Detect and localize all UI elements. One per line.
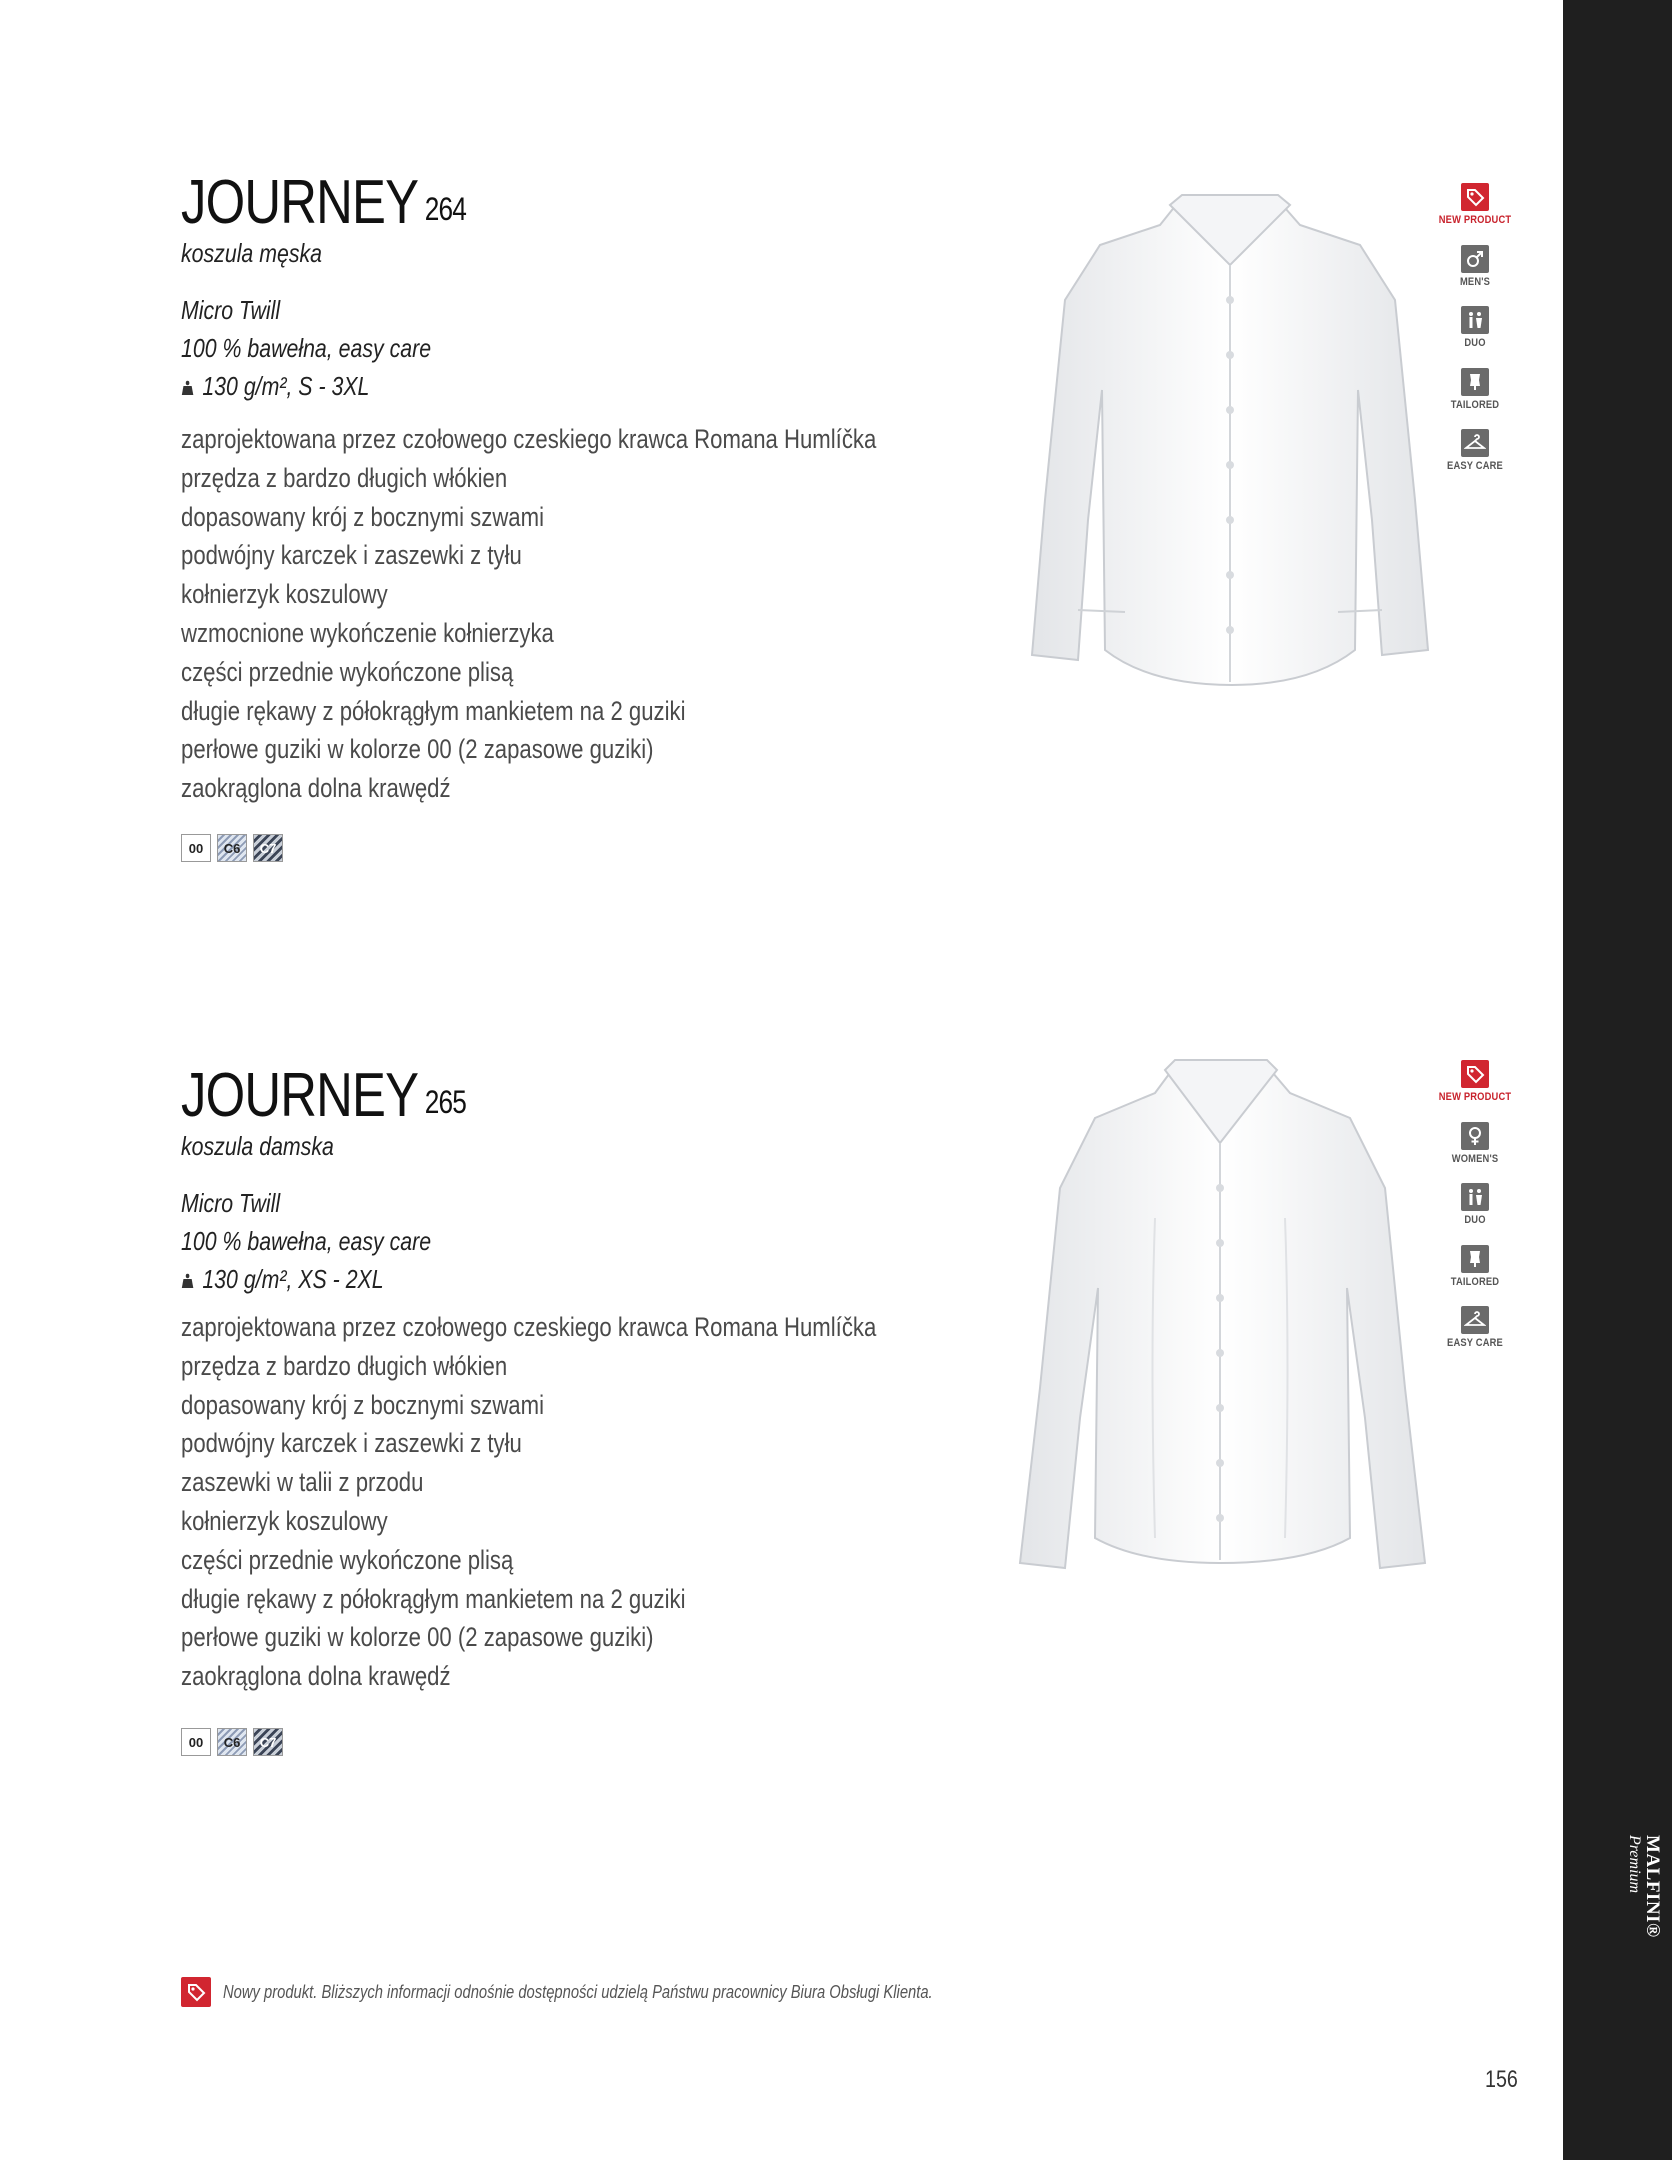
product-card-265 [0,1058,1563,1798]
color-swatches [181,1728,283,1756]
feature-item: przędza z bardzo długich włókien [181,1350,508,1381]
size-range: , S - 3XL [286,371,370,401]
feature-list [181,1308,876,1696]
color-swatch[interactable]: C7 [253,1728,283,1756]
fabric-name: Micro Twill [181,295,281,325]
badge-mens [1430,245,1520,307]
badge-label: NEW PRODUCT [1438,1091,1512,1103]
duo-people-icon [1461,306,1489,334]
feature-item: zaokrąglona dolna krawędź [181,773,451,804]
feature-item: dopasowany krój z bocznymi szwami [181,501,544,532]
tailored-mannequin-icon [1461,368,1489,396]
badge-label: EASY CARE [1447,1337,1503,1349]
product-subtitle: koszula damska [181,1131,334,1161]
feature-item: kołnierzyk koszulowy [181,1505,388,1536]
badge-duo [1430,306,1520,368]
feature-item: perłowe guziki w kolorze 00 (2 zapasowe guziki) [181,734,654,765]
fabric-name: Micro Twill [181,1188,281,1218]
weight-icon [181,380,194,396]
feature-item: zaprojektowana przez czołowego czeskiego krawca Romana Humlíčka [181,424,877,454]
feature-item: długie rękawy z półokrągłym mankietem na 2 guziki [181,1583,686,1614]
color-swatches [181,834,283,862]
female-symbol-icon [1461,1122,1489,1150]
color-swatch[interactable]: 00 [181,834,211,862]
feature-item: zaszewki w talii z przodu [181,1467,424,1498]
color-swatch[interactable]: C6 [217,834,247,862]
weight-text: 130 g/m² [202,1264,287,1294]
footnote-text: Nowy produkt. Bliższych informacji odnośnie dostępności udzielą Państwu pracownicy Biura Obsługi Klienta. [223,1981,933,2002]
page-number: 156 [1485,2066,1518,2093]
brand-sub: Premium [1626,1835,1643,1894]
badge-column [1430,183,1520,491]
composition: 100 % bawełna, easy care [181,333,432,363]
weight-icon [181,1273,194,1289]
male-symbol-icon [1461,245,1489,273]
badge-label: WOMEN'S [1451,1152,1499,1165]
badge-label: TAILORED [1450,398,1500,411]
color-swatch[interactable]: C6 [217,1728,247,1756]
badge-new-product [1430,1060,1520,1122]
feature-item: wzmocnione wykończenie kołnierzyka [181,617,554,648]
feature-item: kołnierzyk koszulowy [181,579,388,610]
badge-label: NEW PRODUCT [1438,214,1512,226]
badge-label: DUO [1464,337,1486,349]
badge-label: EASY CARE [1447,460,1503,472]
feature-list [181,420,876,808]
composition: 100 % bawełna, easy care [181,1226,432,1256]
badge-tailored [1430,1245,1520,1307]
feature-item: części przednie wykończone plisą [181,1544,514,1575]
feature-item: podwójny karczek i zaszewki z tyłu [181,540,522,571]
mens-shirt-image [1020,190,1440,700]
feature-item: zaokrąglona dolna krawędź [181,1661,451,1692]
brand-logo [1613,1835,1672,1975]
badge-womens [1430,1122,1520,1184]
feature-item: długie rękawy z półokrągłym mankietem na 2 guziki [181,695,686,726]
badge-label: MEN'S [1459,275,1491,288]
hanger-icon [1461,429,1489,457]
feature-item: części przednie wykończone plisą [181,656,514,687]
color-swatch[interactable]: C7 [253,834,283,862]
product-card-264 [0,165,1563,895]
tailored-mannequin-icon [1461,1245,1489,1273]
product-subtitle: koszula męska [181,238,323,268]
color-swatch[interactable]: 00 [181,1728,211,1756]
duo-people-icon [1461,1183,1489,1211]
badge-easy-care [1430,1306,1520,1368]
price-tag-icon [1461,183,1489,211]
product-title: JOURNEY $^{264}$ [181,168,467,237]
feature-item: dopasowany krój z bocznymi szwami [181,1389,544,1420]
product-number: 265 [424,1084,467,1120]
badge-label: DUO [1464,1214,1486,1226]
new-product-footnote [181,1977,1088,2007]
badge-column [1430,1060,1520,1368]
feature-item: perłowe guziki w kolorze 00 (2 zapasowe guziki) [181,1622,654,1653]
price-tag-icon [181,1977,211,2007]
feature-item: podwójny karczek i zaszewki z tyłu [181,1428,522,1459]
weight-size [181,371,369,402]
badge-label: TAILORED [1450,1275,1500,1288]
price-tag-icon [1461,1060,1489,1088]
feature-item: zaprojektowana przez czołowego czeskiego krawca Romana Humlíčka [181,1312,877,1342]
feature-item: przędza z bardzo długich włókien [181,462,508,493]
badge-easy-care [1430,429,1520,491]
womens-shirt-image [1005,1058,1435,1578]
product-title: JOURNEY $^{265}$ [181,1061,467,1130]
badge-tailored [1430,368,1520,430]
hanger-icon [1461,1306,1489,1334]
weight-size [181,1264,384,1295]
size-range: , XS - 2XL [286,1264,384,1294]
weight-text: 130 g/m² [202,371,287,401]
badge-duo [1430,1183,1520,1245]
badge-new-product [1430,183,1520,245]
brand-name: MALFINI® [1642,1835,1663,1938]
product-number: 264 [424,191,467,227]
